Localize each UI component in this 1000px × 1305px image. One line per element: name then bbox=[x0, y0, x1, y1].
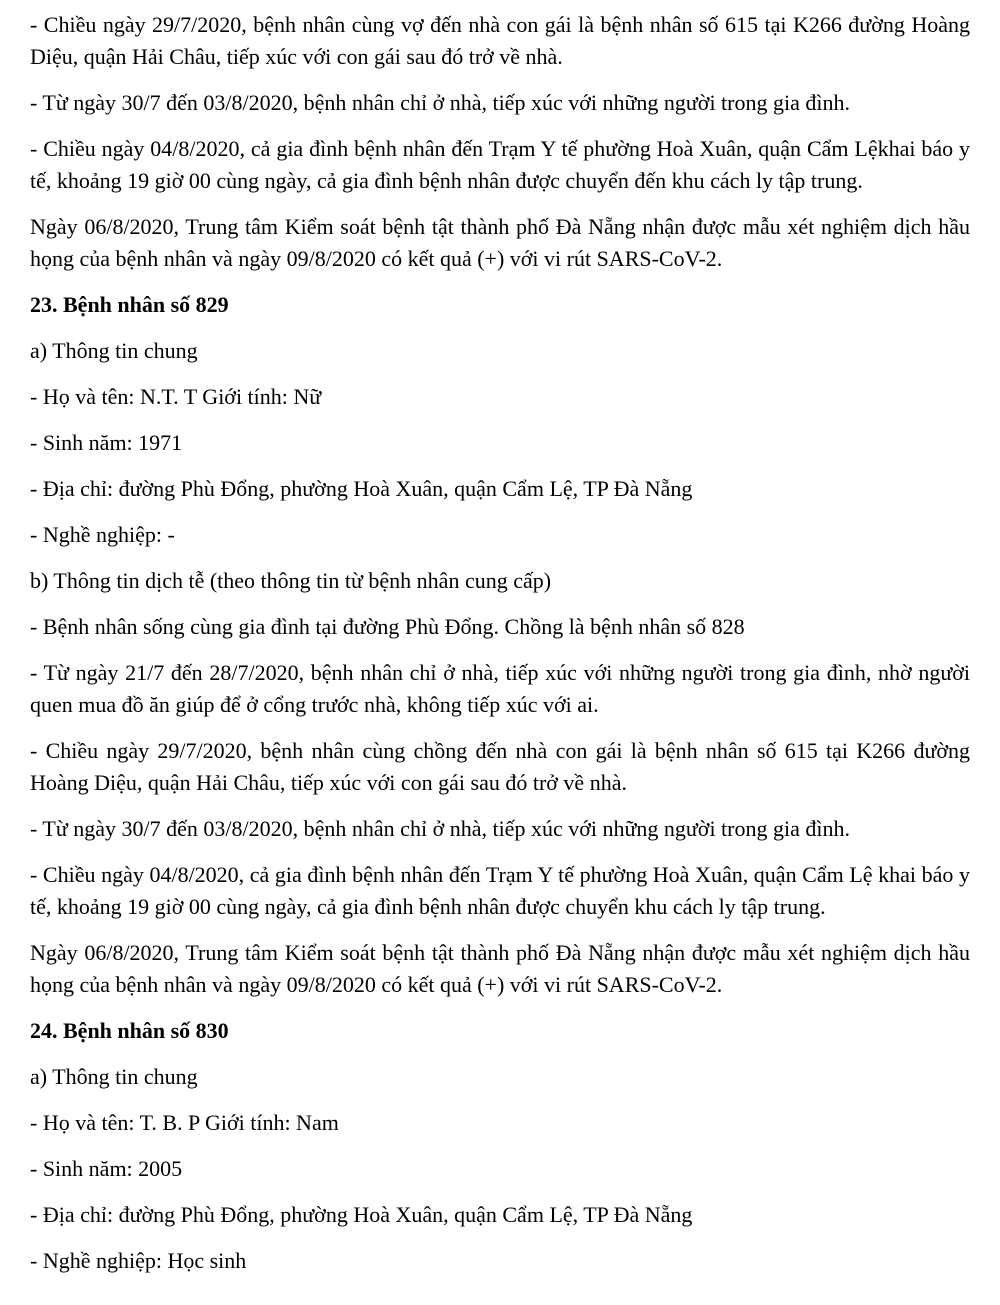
patient-830-birth-year: - Sinh năm: 2005 bbox=[30, 1156, 183, 1181]
patient-830-name: - Họ và tên: T. B. P Giới tính: Nam bbox=[30, 1110, 339, 1135]
patient-829-epi-info-label: b) Thông tin dịch tễ (theo thông tin từ bệnh nhân cung cấp) bbox=[30, 568, 552, 593]
patient-829-epi-home-21-7: - Từ ngày 21/7 đến 28/7/2020, bệnh nhân chỉ ở nhà, tiếp xúc với những người trong gia đình, nhờ người quen mua đồ ăn giúp để ở cổng trước nhà, không tiếp xúc với ai. bbox=[30, 660, 970, 717]
paragraph-test-result: Ngày 06/8/2020, Trung tâm Kiểm soát bệnh tật thành phố Đà Nẵng nhận được mẫu xét nghiệm dịch hầu họng của bệnh nhân và ngày 09/8/2020 có kết quả (+) với vi rút SARS-CoV-2. bbox=[30, 214, 970, 271]
paragraph-health-station-4-8: - Chiều ngày 04/8/2020, cả gia đình bệnh nhân đến Trạm Y tế phường Hoà Xuân, quận Cẩm Lệkhai báo y tế, khoảng 19 giờ 00 cùng ngày, cả gia đình bệnh nhân được chuyển đến khu cách ly tập trung. bbox=[30, 136, 970, 193]
patient-829-epi-test-result: Ngày 06/8/2020, Trung tâm Kiểm soát bệnh tật thành phố Đà Nẵng nhận được mẫu xét nghiệm dịch hầu họng của bệnh nhân và ngày 09/8/2020 có kết quả (+) với vi rút SARS-CoV-2. bbox=[30, 940, 970, 997]
patient-829-heading: 23. Bệnh nhân số 829 bbox=[30, 292, 229, 317]
patient-829-general-info-label: a) Thông tin chung bbox=[30, 338, 198, 363]
patient-830-general-info-label: a) Thông tin chung bbox=[30, 1064, 198, 1089]
patient-830-heading: 24. Bệnh nhân số 830 bbox=[30, 1018, 229, 1043]
patient-829-address: - Địa chỉ: đường Phù Đổng, phường Hoà Xuân, quận Cẩm Lệ, TP Đà Nẵng bbox=[30, 476, 693, 501]
paragraph-contact-29-7: - Chiều ngày 29/7/2020, bệnh nhân cùng vợ đến nhà con gái là bệnh nhân số 615 tại K266 đường Hoàng Diệu, quận Hải Châu, tiếp xúc với con gái sau đó trở về nhà. bbox=[30, 12, 970, 69]
patient-829-epi-health-station-4-8: - Chiều ngày 04/8/2020, cả gia đình bệnh nhân đến Trạm Y tế phường Hoà Xuân, quận Cẩm Lệ khai báo y tế, khoảng 19 giờ 00 cùng ngày, cả gia đình bệnh nhân được chuyển khu cách ly tập trung. bbox=[30, 862, 970, 919]
patient-829-epi-contact-29-7: - Chiều ngày 29/7/2020, bệnh nhân cùng chồng đến nhà con gái là bệnh nhân số 615 tại K266 đường Hoàng Diệu, quận Hải Châu, tiếp xúc với con gái sau đó trở về nhà. bbox=[30, 738, 970, 795]
patient-829-occupation: - Nghề nghiệp: - bbox=[30, 522, 175, 547]
patient-829-birth-year: - Sinh năm: 1971 bbox=[30, 430, 183, 455]
patient-830-occupation: - Nghề nghiệp: Học sinh bbox=[30, 1248, 247, 1273]
paragraph-home-30-7: - Từ ngày 30/7 đến 03/8/2020, bệnh nhân chỉ ở nhà, tiếp xúc với những người trong gia đình. bbox=[30, 90, 850, 115]
patient-829-name: - Họ và tên: N.T. T Giới tính: Nữ bbox=[30, 384, 322, 409]
patient-829-epi-household: - Bệnh nhân sống cùng gia đình tại đường Phù Đổng. Chồng là bệnh nhân số 828 bbox=[30, 614, 745, 639]
patient-829-epi-home-30-7: - Từ ngày 30/7 đến 03/8/2020, bệnh nhân chỉ ở nhà, tiếp xúc với những người trong gia đình. bbox=[30, 816, 850, 841]
patient-830-address: - Địa chỉ: đường Phù Đổng, phường Hoà Xuân, quận Cẩm Lệ, TP Đà Nẵng bbox=[30, 1202, 693, 1227]
